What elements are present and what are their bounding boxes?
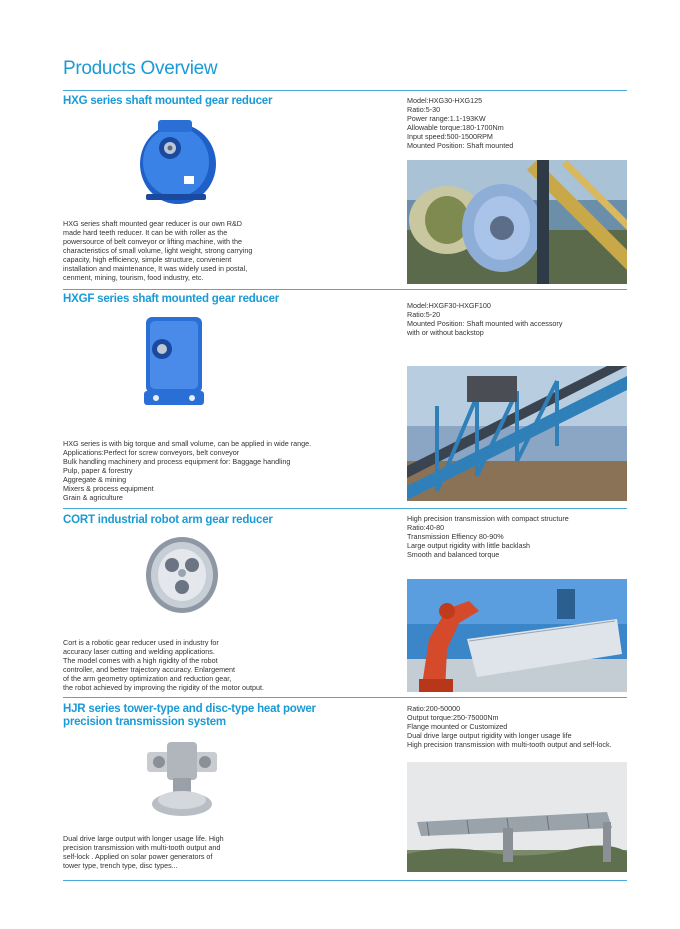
hxg-product-image	[136, 116, 218, 210]
description-line: Dual drive large output with longer usage life. High	[63, 834, 224, 843]
section-divider	[63, 697, 627, 698]
spec-line: Mounted Position: Shaft mounted with accessory	[407, 319, 563, 328]
description-line: installation and maintenance, It was widely used in postal,	[63, 264, 248, 273]
spec-line: Ratio:200-50000	[407, 704, 461, 713]
description-line: The model comes with a high rigidity of the robot	[63, 656, 218, 665]
description-line: Aggregate & mining	[63, 475, 127, 484]
spec-line: High precision transmission with compact structure	[407, 514, 569, 523]
page-title: Products Overview	[63, 58, 218, 79]
description-line: powersource of belt conveyor or lifting machine, with the	[63, 237, 242, 246]
description-line: Bulk handling machinery and process equipment for: Baggage handling	[63, 457, 291, 466]
spec-line: Flange mounted or Customized	[407, 722, 508, 731]
hxgf-product-image	[140, 313, 208, 413]
specs-hjr	[407, 704, 612, 749]
spec-line: Model:HXGF30-HXGF100	[407, 301, 491, 310]
hjr-product-image	[143, 738, 221, 822]
specs-hxgf	[407, 301, 562, 337]
specs-hxg	[407, 96, 513, 150]
spec-line: Ratio:5-30	[407, 105, 441, 114]
section-title-line: HJR series tower-type and disc-type heat power	[63, 703, 316, 715]
section-divider	[63, 289, 627, 290]
specs-cort	[407, 514, 569, 559]
description-cort	[63, 638, 264, 692]
description-line: accuracy laser cutting and welding applications.	[63, 647, 215, 656]
section-divider	[63, 90, 627, 91]
spec-line: Allowable torque:180-1700Nm	[407, 123, 504, 132]
spec-line: Mounted Position: Shaft mounted	[407, 141, 514, 150]
section-title-hxgf: HXGF series shaft mounted gear reducer	[63, 293, 280, 305]
description-hxg	[63, 219, 252, 282]
description-line: Mixers & process equipment	[63, 484, 154, 493]
description-line: cenment, mining, tourism, food industry, etc.	[63, 273, 204, 282]
hjr-application-photo	[407, 762, 627, 872]
cort-product-image	[144, 535, 220, 615]
spec-line: Large output rigidity with little backlash	[407, 541, 531, 550]
section-divider	[63, 508, 627, 509]
spec-line: High precision transmission with multi-tooth output and self-lock.	[407, 740, 612, 749]
section-title-hjr	[63, 703, 316, 729]
spec-line: Ratio:40-80	[407, 523, 445, 532]
description-line: tower type, trench type, disc types...	[63, 861, 178, 870]
description-line: Grain & agriculture	[63, 493, 123, 502]
section-title-line: precision transmission system	[63, 716, 226, 728]
description-line: capacity, high efficiency, simple structure, convenient	[63, 255, 232, 264]
description-line: characteristics of small volume, light weight, strong carrying	[63, 246, 253, 255]
description-line: HXG series is with big torque and small volume, can be applied in wide range.	[63, 439, 312, 448]
description-line: HXG series shaft mounted gear reducer is our own R&D	[63, 219, 242, 228]
description-line: made hard teeth reducer. It can be with roller as the	[63, 228, 228, 237]
section-divider	[63, 880, 627, 881]
section-title-hxg: HXG series shaft mounted gear reducer	[63, 95, 273, 107]
spec-line: Ratio:5-20	[407, 310, 441, 319]
description-hxgf	[63, 439, 311, 502]
description-line: self-lock . Applied on solar power generators of	[63, 852, 213, 861]
spec-line: Output torque:250-75000Nm	[407, 713, 499, 722]
description-line: of the arm geometry optimization and reduction gear,	[63, 674, 232, 683]
spec-line: Transmission Effiency 80-90%	[407, 532, 504, 541]
description-line: the robot achieved by improving the rigidity of the motor output.	[63, 683, 264, 692]
description-line: controller, and better trajectory accuracy. Enlargement	[63, 665, 236, 674]
cort-application-photo	[407, 579, 627, 692]
description-line: precision transmission with multi-tooth output and	[63, 843, 221, 852]
spec-line: Model:HXG30-HXG125	[407, 96, 483, 105]
section-title-cort: CORT industrial robot arm gear reducer	[63, 514, 273, 526]
description-line: Cort is a robotic gear reducer used in industry for	[63, 638, 219, 647]
description-line: Pulp, paper & forestry	[63, 466, 133, 475]
description-hjr	[63, 834, 224, 870]
hxg-application-photo	[407, 160, 627, 284]
spec-line: Input speed:500-1500RPM	[407, 132, 493, 141]
hxgf-application-photo	[407, 366, 627, 501]
spec-line: Smooth and balanced torque	[407, 550, 500, 559]
spec-line: Power range:1.1-193KW	[407, 114, 486, 123]
spec-line: with or without backstop	[407, 328, 484, 337]
description-line: Applications:Perfect for screw conveyors, belt conveyor	[63, 448, 240, 457]
spec-line: Dual drive large output rigidity with longer usage life	[407, 731, 572, 740]
